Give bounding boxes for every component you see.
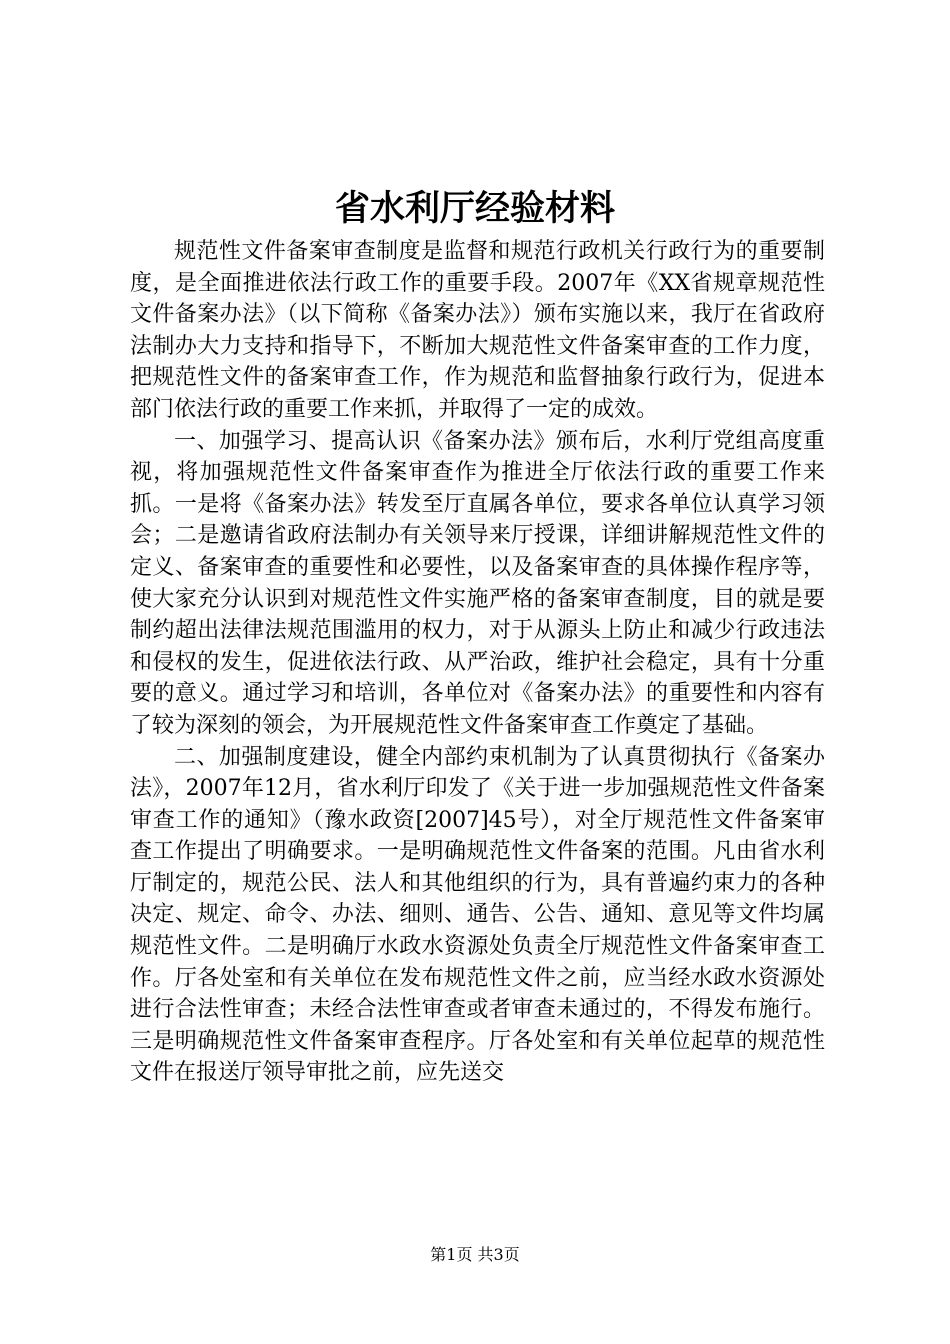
document-title: 省水利厅经验材料 [334, 188, 615, 229]
document-body [130, 236, 825, 1089]
paragraph-intro: 规范性文件备案审查制度是监督和规范行政机关行政行为的重要制度，是全面推进依法行政工作的重要手段。2007年《XX省规章规范性文件备案办法》（以下简称《备案办法》）颁布实施以来，我厅在省政府法制办大力支持和指导下，不断加大规范性文件备案审查的工作力度，把规范性文件的备案审查工作，作为规范和监督抽象行政行为，促进本部门依法行政的重要工作来抓，并取得了一定的成效。 [130, 239, 825, 422]
paragraph-section-2: 二、加强制度建设，健全内部约束机制为了认真贯彻执行《备案办法》，2007年12月，省水利厅印发了《关于进一步加强规范性文件备案审查工作的通知》（豫水政资[2007]45号），对全厅规范性文件备案审查工作提出了明确要求。一是明确规范性文件备案的范围。凡由省水利厅制定的，规范公民、法人和其他组织的行为，具有普遍约束力的各种决定、规定、命令、办法、细则、通告、公告、通知、意见等文件均属规范性文件。二是明确厅水政水资源处负责全厅规范性文件备案审查工作。厅各处室和有关单位在发布规范性文件之前，应当经水政水资源处进行合法性审查；未经合法性审查或者审查未通过的，不得发布施行。三是明确规范性文件备案审查程序。厅各处室和有关单位起草的规范性文件在报送厅领导审批之前，应先送交 [130, 744, 825, 1086]
paragraph-section-1: 一、加强学习、提高认识《备案办法》颁布后，水利厅党组高度重视，将加强规范性文件备案审查作为推进全厅依法行政的重要工作来抓。一是将《备案办法》转发至厅直属各单位，要求各单位认真学习领会；二是邀请省政府法制办有关领导来厅授课，详细讲解规范性文件的定义、备案审查的重要性和必要性，以及备案审查的具体操作程序等，使大家充分认识到对规范性文件实施严格的备案审查制度，目的就是要制约超出法律法规范围滥用的权力，对于从源头上防止和减少行政违法和侵权的发生，促进依法行政、从严治政，维护社会稳定，具有十分重要的意义。通过学习和培训，各单位对《备案办法》的重要性和内容有了较为深刻的领会，为开展规范性文件备案审查工作奠定了基础。 [130, 428, 825, 738]
page-number-footer: 第1页 共3页 [430, 1245, 520, 1264]
